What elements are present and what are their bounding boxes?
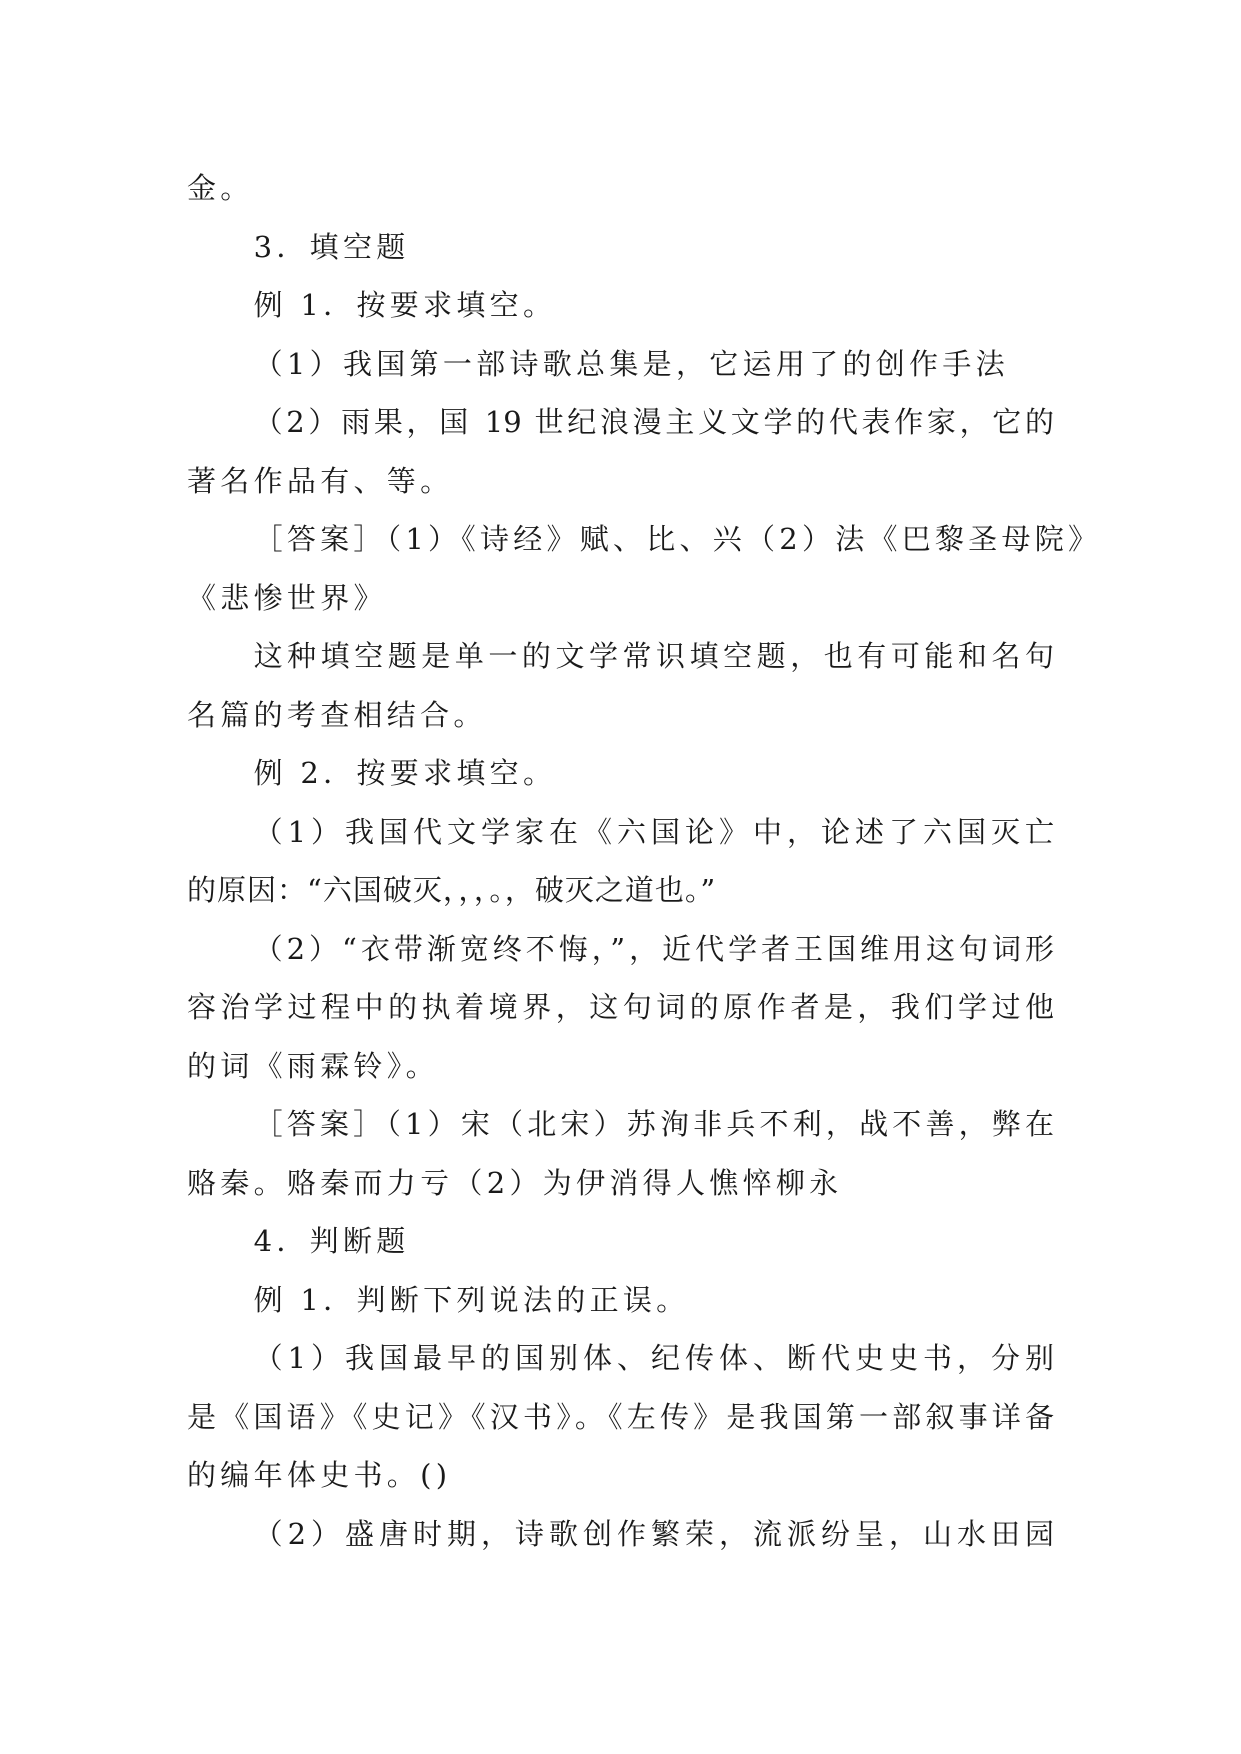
true-false-question-1-line-1: （1）我国最早的国别体、纪传体、断代史史书，分别 (253, 1341, 1054, 1375)
example-2-answer-line-1: ［答案］（1）宋（北宋）苏洵非兵不利，战不善，弊在 (253, 1107, 1054, 1141)
example-2-question-2-line-1: （2）“衣带渐宽终不悔，”，近代学者王国维用这句词形 (253, 931, 1054, 966)
true-false-question-1-line-2: 是《国语》《史记》《汉书》。《左传》是我国第一部叙事详备 (187, 1399, 1054, 1434)
example-1-question-1: （1）我国第一部诗歌总集是，它运用了的创作手法 (253, 346, 1009, 381)
example-1-answer-line-1: ［答案］（1）《诗经》赋、比、兴（2）法《巴黎圣母院》 (253, 522, 1097, 556)
section-heading-true-false: 4．判断题 (253, 1224, 410, 1258)
example-2-answer-line-2: 赂秦。赂秦而力亏（2）为伊消得人憔悴柳永 (187, 1165, 843, 1200)
example-2-question-1-line-1: （1）我国代文学家在《六国论》中，论述了六国灭亡 (253, 814, 1054, 849)
example-1-question-2-line-1: （2）雨果，国 19 世纪浪漫主义文学的代表作家，它的 (253, 405, 1054, 439)
example-2-prompt: 例 2．按要求填空。 (253, 756, 557, 790)
section-heading-fill-in-blank: 3．填空题 (253, 229, 410, 264)
true-false-question-2-line-1: （2）盛唐时期，诗歌创作繁荣，流派纷呈，山水田园 (253, 1516, 1054, 1551)
true-false-example-1-prompt: 例 1．判断下列说法的正误。 (253, 1282, 690, 1317)
true-false-question-1-line-3: 的编年体史书。() (187, 1458, 452, 1492)
example-2-question-1-line-2: 的原因：“六国破灭，，，。，破灭之道也。” (187, 873, 717, 907)
explanation-line-1: 这种填空题是单一的文学常识填空题，也有可能和名句 (253, 639, 1054, 673)
example-2-question-2-line-3: 的词《雨霖铃》。 (187, 1048, 439, 1083)
example-1-question-2-line-2: 著名作品有、等。 (187, 463, 454, 498)
example-1-prompt: 例 1．按要求填空。 (253, 288, 557, 322)
example-2-question-2-line-2: 容治学过程中的执着境界，这句词的原作者是，我们学过他 (187, 990, 1054, 1024)
document-body (187, 159, 1097, 1563)
explanation-line-2: 名篇的考查相结合。 (187, 697, 487, 732)
example-1-answer-line-2: 《悲惨世界》 (187, 580, 387, 615)
continued-text-line: 金。 (187, 171, 254, 205)
